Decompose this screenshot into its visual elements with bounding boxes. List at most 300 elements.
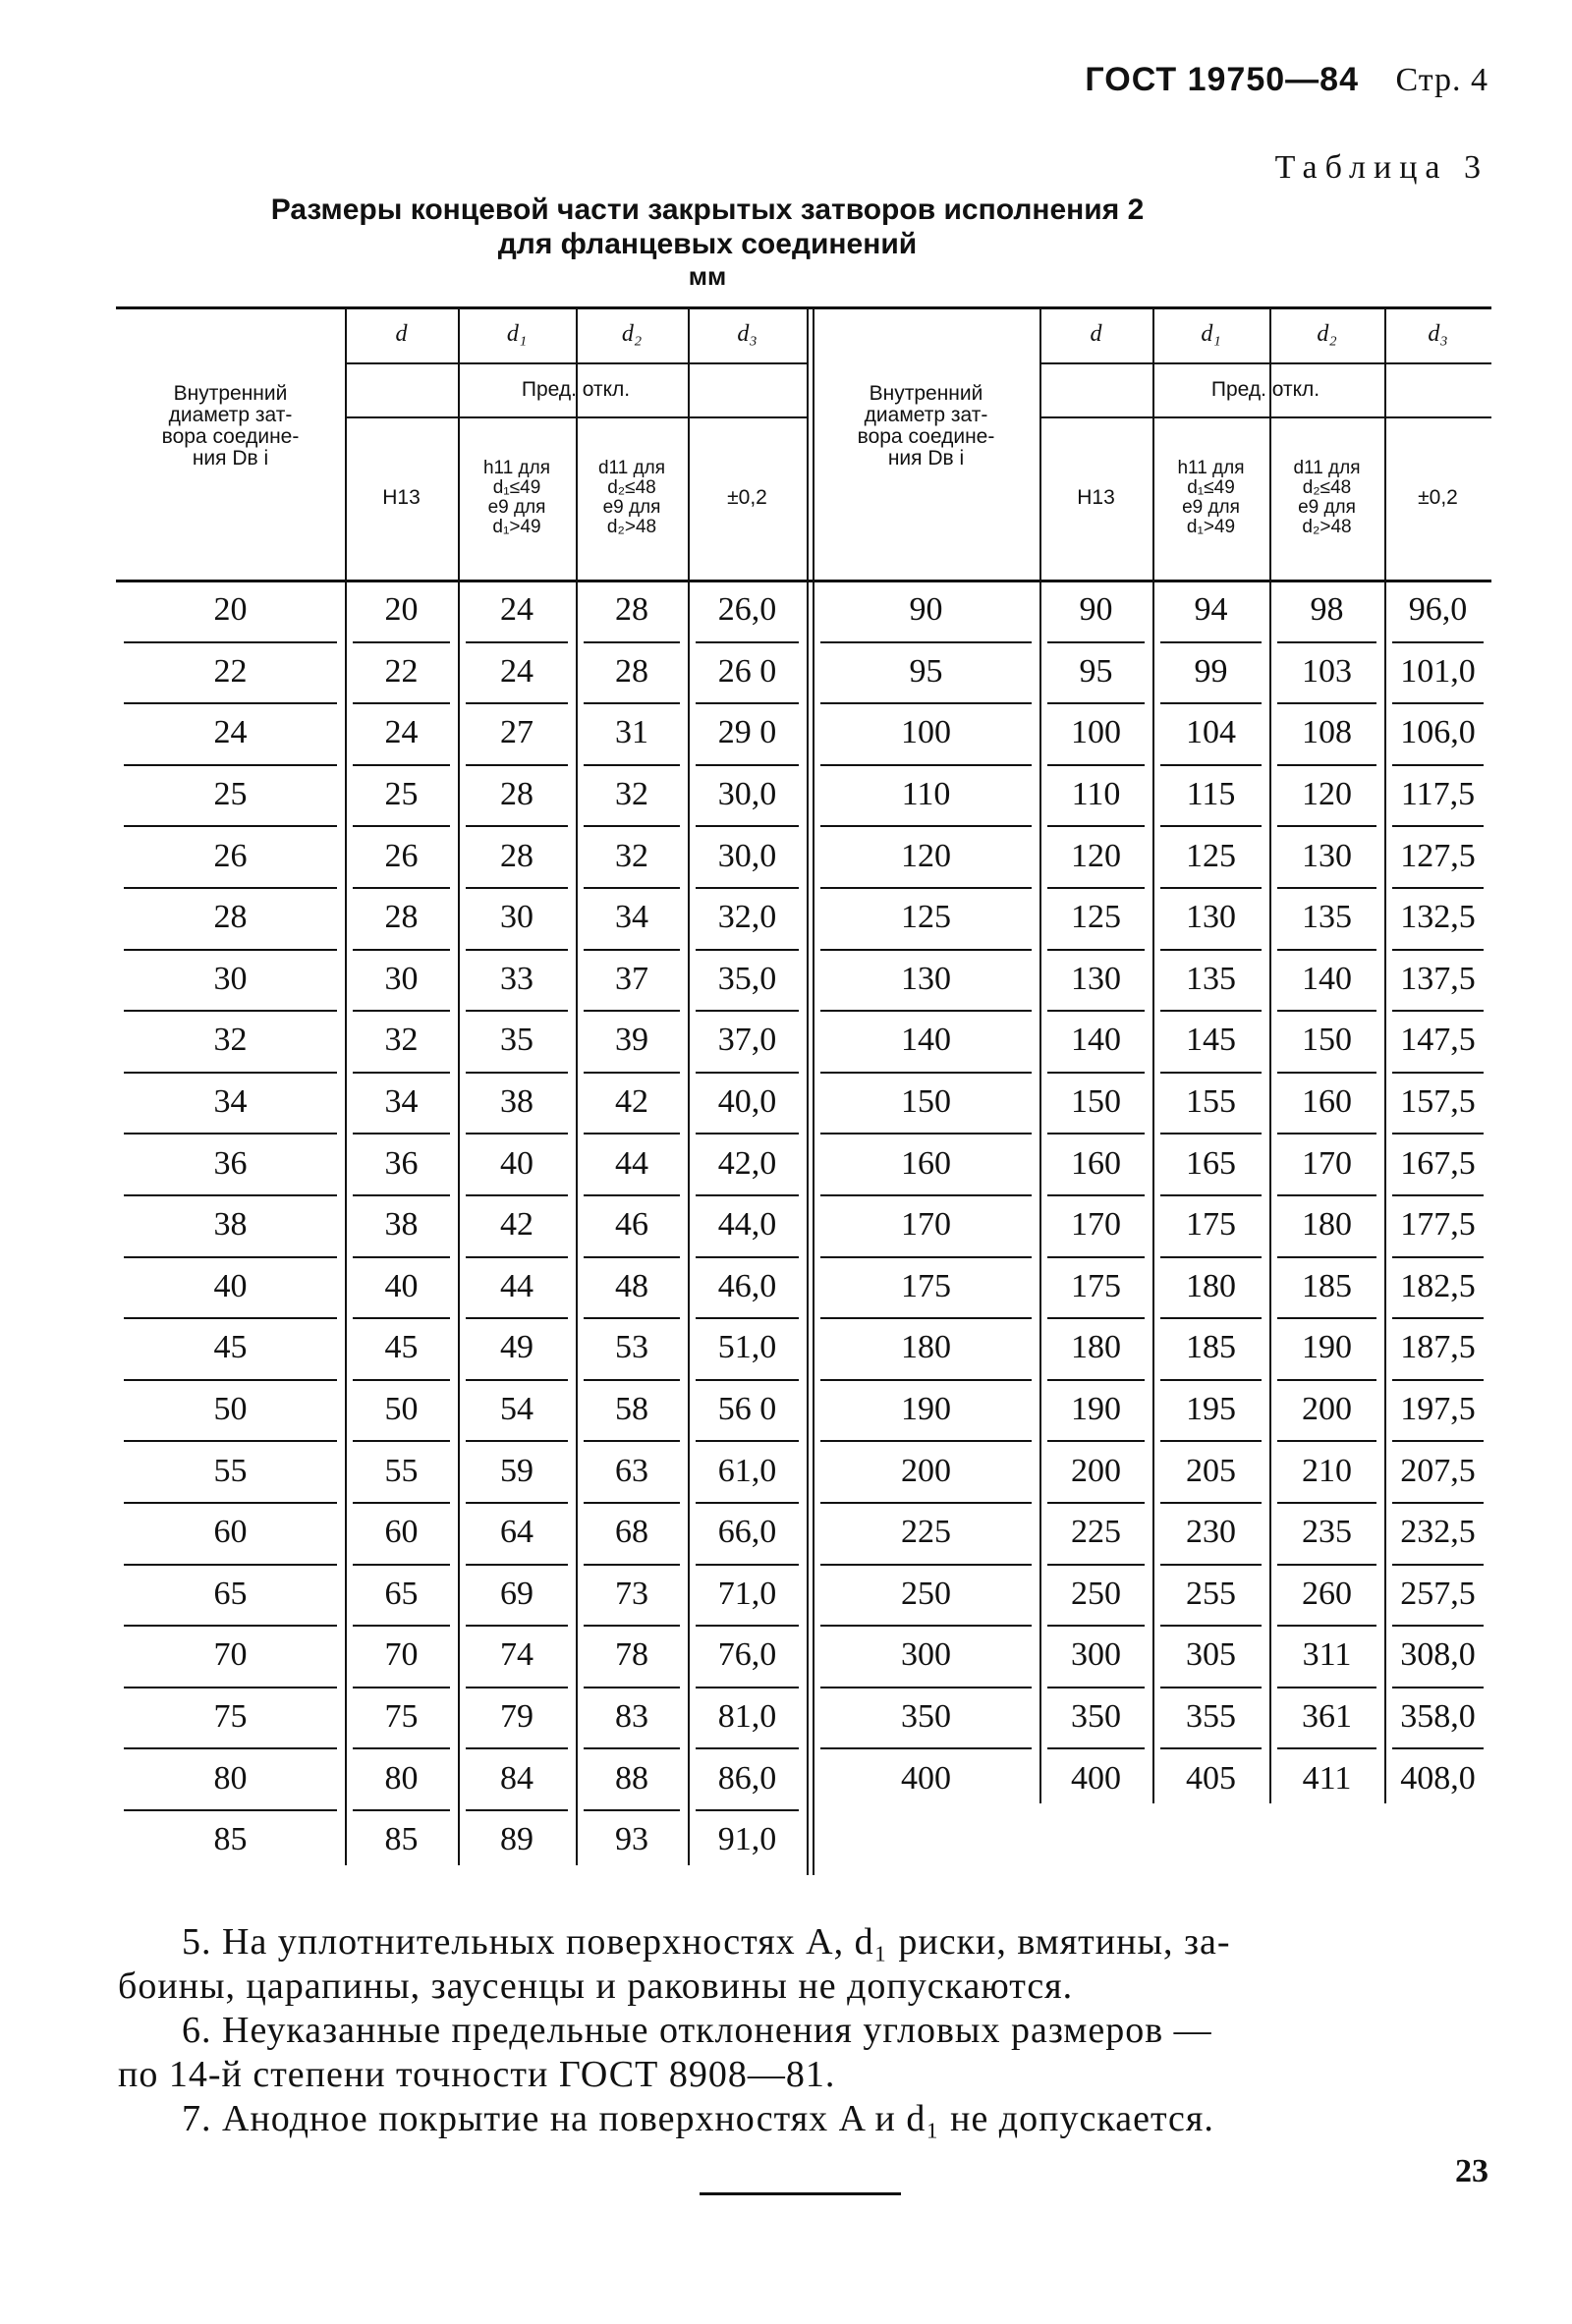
title-units: мм xyxy=(688,261,727,291)
right-cell: 200 xyxy=(1071,1452,1121,1489)
tol-d2-header xyxy=(1269,416,1384,580)
right-cell: 185 xyxy=(1302,1267,1352,1304)
row-rule xyxy=(584,1194,680,1196)
dimensions-table xyxy=(116,306,1491,1917)
row-rule xyxy=(124,1440,337,1442)
row-rule xyxy=(353,949,450,951)
row-rule xyxy=(696,1256,799,1258)
right-cell: 101,0 xyxy=(1400,652,1476,690)
header-text-line: d11 для xyxy=(597,458,666,478)
row-rule xyxy=(584,887,680,889)
right-cell: 140 xyxy=(1302,960,1352,997)
right-cell: 106,0 xyxy=(1400,714,1476,751)
row-rule xyxy=(353,641,450,643)
header-text-line: d₂≤48 xyxy=(1302,477,1352,498)
right-cell: 207,5 xyxy=(1400,1452,1476,1489)
right-cell: 160 xyxy=(1302,1083,1352,1121)
right-cell: 120 xyxy=(1071,837,1121,874)
row-rule xyxy=(1047,1502,1145,1504)
row-rule xyxy=(584,1317,680,1319)
left-cell: 55 xyxy=(384,1452,419,1489)
page-header xyxy=(1085,61,1488,99)
gost-number: ГОСТ 19750—84 xyxy=(1085,61,1359,98)
row-rule xyxy=(1047,949,1145,951)
right-cell: 305 xyxy=(1186,1636,1236,1674)
right-cell: 225 xyxy=(901,1514,951,1551)
right-cell: 260 xyxy=(1302,1575,1352,1612)
row-rule xyxy=(1160,1256,1262,1258)
row-rule xyxy=(820,1072,1032,1074)
right-cell: 175 xyxy=(901,1267,951,1304)
left-cell: 74 xyxy=(500,1636,533,1674)
row-rule xyxy=(1277,1502,1376,1504)
row-rule xyxy=(1160,1440,1262,1442)
left-cell: 42,0 xyxy=(717,1144,777,1182)
left-cell: 75 xyxy=(213,1698,248,1736)
row-rule xyxy=(1047,1379,1145,1381)
row-rule xyxy=(1160,887,1262,889)
tol-d1-header xyxy=(1152,416,1269,580)
right-cell: 167,5 xyxy=(1400,1144,1476,1182)
right-cell: 400 xyxy=(1071,1759,1121,1797)
row-rule xyxy=(1047,1010,1145,1012)
row-rule xyxy=(584,1256,680,1258)
right-cell: 130 xyxy=(1186,899,1236,936)
left-cell: 50 xyxy=(384,1391,419,1428)
left-cell: 40,0 xyxy=(717,1083,777,1121)
right-cell: 100 xyxy=(1071,714,1121,751)
row-rule xyxy=(353,1072,450,1074)
left-cell: 54 xyxy=(500,1391,533,1428)
row-rule xyxy=(1392,1194,1484,1196)
row-rule xyxy=(124,1747,337,1749)
col-d1-header: d₁ xyxy=(506,321,528,347)
left-cell: 40 xyxy=(213,1267,248,1304)
right-cell: 210 xyxy=(1302,1452,1352,1489)
left-cell: 32 xyxy=(384,1022,419,1059)
left-cell: 93 xyxy=(615,1821,648,1858)
row-rule xyxy=(466,825,568,827)
right-cell: 110 xyxy=(901,776,951,813)
left-cell: 24 xyxy=(384,714,419,751)
right-cell: 147,5 xyxy=(1400,1022,1476,1059)
right-cell: 308,0 xyxy=(1400,1636,1476,1674)
row-rule xyxy=(466,1256,568,1258)
right-cell: 100 xyxy=(901,714,951,751)
left-cell: 22 xyxy=(213,652,248,690)
inner-diameter-header xyxy=(813,353,1039,500)
right-cell: 96,0 xyxy=(1408,591,1468,629)
row-rule xyxy=(466,1379,568,1381)
row-rule xyxy=(1392,702,1484,704)
left-cell: 36 xyxy=(384,1144,419,1182)
header-text-line: диаметр зат- xyxy=(864,404,988,426)
row-rule xyxy=(1160,949,1262,951)
row-rule xyxy=(1277,641,1376,643)
row-rule xyxy=(124,1194,337,1196)
row-rule xyxy=(353,1747,450,1749)
right-cell: 95 xyxy=(909,652,943,690)
right-cell: 350 xyxy=(901,1698,951,1736)
right-cell: 408,0 xyxy=(1400,1759,1476,1797)
row-rule xyxy=(820,1440,1032,1442)
right-cell: 175 xyxy=(1186,1206,1236,1244)
right-cell: 160 xyxy=(1071,1144,1121,1182)
row-rule xyxy=(820,1379,1032,1381)
right-cell: 300 xyxy=(1071,1636,1121,1674)
right-cell: 235 xyxy=(1302,1514,1352,1551)
col-d3-header: d₃ xyxy=(1428,321,1448,347)
header-text-line: Внутренний xyxy=(869,382,983,405)
row-rule xyxy=(1392,887,1484,889)
header-text-line: d₁>49 xyxy=(1186,517,1236,537)
row-rule xyxy=(466,949,568,951)
right-cell: 190 xyxy=(1302,1329,1352,1366)
row-rule xyxy=(1392,1072,1484,1074)
left-cell: 32 xyxy=(615,837,648,874)
left-cell: 31 xyxy=(615,714,648,751)
left-cell: 40 xyxy=(500,1144,533,1182)
left-cell: 73 xyxy=(615,1575,648,1612)
header-text-line: d11 для xyxy=(1293,458,1361,478)
row-rule xyxy=(1160,825,1262,827)
left-cell: 51,0 xyxy=(717,1329,777,1366)
row-rule xyxy=(124,1317,337,1319)
row-rule xyxy=(1160,764,1262,766)
row-rule xyxy=(696,1010,799,1012)
row-rule xyxy=(1047,1256,1145,1258)
right-cell: 155 xyxy=(1186,1083,1236,1121)
left-cell: 29 0 xyxy=(717,714,777,751)
left-cell: 30 xyxy=(384,960,419,997)
row-rule xyxy=(1160,1072,1262,1074)
left-cell: 28 xyxy=(384,899,419,936)
left-cell: 20 xyxy=(384,591,419,629)
row-rule xyxy=(353,1564,450,1566)
row-rule xyxy=(820,1747,1032,1749)
right-cell: 200 xyxy=(901,1452,951,1489)
right-cell: 250 xyxy=(1071,1575,1121,1612)
left-cell: 32 xyxy=(615,776,648,813)
row-rule xyxy=(696,1440,799,1442)
right-cell: 108 xyxy=(1302,714,1352,751)
left-cell: 34 xyxy=(384,1083,419,1121)
right-cell: 200 xyxy=(1302,1391,1352,1428)
left-cell: 39 xyxy=(615,1022,648,1059)
row-rule xyxy=(820,641,1032,643)
row-rule xyxy=(584,1133,680,1134)
row-rule xyxy=(1277,1010,1376,1012)
row-rule xyxy=(1160,1317,1262,1319)
note-6-line-1: 6. Неуказанные предельные отклонения угловых размеров — xyxy=(182,2010,1212,2051)
right-cell: 187,5 xyxy=(1400,1329,1476,1366)
left-cell: 60 xyxy=(213,1514,248,1551)
row-rule xyxy=(820,1133,1032,1134)
left-cell: 30 xyxy=(500,899,533,936)
row-rule xyxy=(696,1072,799,1074)
left-cell: 30,0 xyxy=(717,776,777,813)
right-cell: 90 xyxy=(1079,591,1113,629)
row-rule xyxy=(466,1133,568,1134)
right-cell: 150 xyxy=(901,1083,951,1121)
row-rule xyxy=(1160,702,1262,704)
row-rule xyxy=(353,1010,450,1012)
left-cell: 81,0 xyxy=(717,1698,777,1736)
header-text-line: e9 для xyxy=(1182,497,1240,518)
row-rule xyxy=(1392,825,1484,827)
header-text-line: e9 для xyxy=(602,497,661,518)
right-cell: 257,5 xyxy=(1400,1575,1476,1612)
right-cell: 225 xyxy=(1071,1514,1121,1551)
notes xyxy=(118,1920,1498,2141)
left-cell: 65 xyxy=(213,1575,248,1612)
row-rule xyxy=(584,1010,680,1012)
row-rule xyxy=(1392,1379,1484,1381)
left-cell: 40 xyxy=(384,1267,419,1304)
row-rule xyxy=(584,1564,680,1566)
row-rule xyxy=(820,1010,1032,1012)
left-cell: 53 xyxy=(615,1329,648,1366)
row-rule xyxy=(696,949,799,951)
row-rule xyxy=(1277,1379,1376,1381)
left-cell: 75 xyxy=(384,1698,419,1736)
right-cell: 110 xyxy=(1071,776,1121,813)
row-rule xyxy=(696,764,799,766)
col-d1-header: d₁ xyxy=(1201,321,1221,347)
row-rule xyxy=(1160,1379,1262,1381)
right-cell: 135 xyxy=(1186,960,1236,997)
right-cell: 177,5 xyxy=(1400,1206,1476,1244)
row-rule xyxy=(466,887,568,889)
row-rule xyxy=(124,1133,337,1134)
row-rule xyxy=(1277,949,1376,951)
right-cell: 125 xyxy=(1186,837,1236,874)
row-rule xyxy=(696,1133,799,1134)
left-cell: 24 xyxy=(213,714,248,751)
row-rule xyxy=(696,702,799,704)
right-cell: 182,5 xyxy=(1400,1267,1476,1304)
right-cell: 130 xyxy=(901,960,951,997)
left-cell: 45 xyxy=(213,1329,248,1366)
right-cell: 180 xyxy=(901,1329,951,1366)
row-rule xyxy=(466,1687,568,1688)
left-cell: 42 xyxy=(615,1083,648,1121)
row-rule xyxy=(353,764,450,766)
page-number: 23 xyxy=(1455,2153,1488,2189)
row-rule xyxy=(1392,1440,1484,1442)
row-rule xyxy=(353,1687,450,1688)
left-cell: 35,0 xyxy=(717,960,777,997)
left-cell: 36 xyxy=(213,1144,248,1182)
row-rule xyxy=(1392,1256,1484,1258)
col-d2-header: d₂ xyxy=(621,321,643,347)
row-rule xyxy=(466,702,568,704)
left-cell: 70 xyxy=(213,1636,248,1674)
row-rule xyxy=(353,825,450,827)
right-cell: 160 xyxy=(901,1144,951,1182)
row-rule xyxy=(1392,949,1484,951)
row-rule xyxy=(1392,1687,1484,1688)
row-rule xyxy=(1047,1133,1145,1134)
row-rule xyxy=(696,1809,799,1811)
footer-divider xyxy=(700,2192,901,2195)
row-rule xyxy=(1160,1133,1262,1134)
row-rule xyxy=(353,1133,450,1134)
row-rule xyxy=(466,1747,568,1749)
row-rule xyxy=(584,641,680,643)
row-rule xyxy=(584,702,680,704)
right-cell: 170 xyxy=(1071,1206,1121,1244)
left-cell: 30,0 xyxy=(717,837,777,874)
left-cell: 50 xyxy=(213,1391,248,1428)
note-5-line-1: 5. На уплотнительных поверхностях A, d₁ риски, вмятины, за- xyxy=(182,1921,1231,1963)
tol-d3-header: ±0,2 xyxy=(727,486,767,509)
right-cell: 232,5 xyxy=(1400,1514,1476,1551)
left-cell: 83 xyxy=(615,1698,648,1736)
right-cell: 411 xyxy=(1302,1759,1352,1797)
tol-d3-header: ±0,2 xyxy=(1418,486,1458,509)
right-cell: 180 xyxy=(1071,1329,1121,1366)
left-cell: 85 xyxy=(213,1821,248,1858)
left-cell: 33 xyxy=(500,960,533,997)
row-rule xyxy=(820,1564,1032,1566)
right-cell: 157,5 xyxy=(1400,1083,1476,1121)
row-rule xyxy=(696,1379,799,1381)
header-text-line: d₂≤48 xyxy=(607,477,656,498)
right-cell: 170 xyxy=(901,1206,951,1244)
left-cell: 70 xyxy=(384,1636,419,1674)
left-cell: 61,0 xyxy=(717,1452,777,1489)
header-text-line: диаметр зат- xyxy=(168,404,293,426)
left-cell: 80 xyxy=(384,1759,419,1797)
right-cell: 405 xyxy=(1186,1759,1236,1797)
left-cell: 76,0 xyxy=(717,1636,777,1674)
row-rule xyxy=(1160,1010,1262,1012)
left-cell: 34 xyxy=(213,1083,248,1121)
left-cell: 49 xyxy=(500,1329,533,1366)
right-cell: 350 xyxy=(1071,1698,1121,1736)
row-rule xyxy=(124,825,337,827)
left-cell: 24 xyxy=(500,652,533,690)
row-rule xyxy=(466,1625,568,1627)
right-cell: 94 xyxy=(1194,591,1228,629)
table-label: Таблица 3 xyxy=(1274,149,1488,186)
right-cell: 197,5 xyxy=(1400,1391,1476,1428)
right-cell: 120 xyxy=(1302,776,1352,813)
left-cell: 26 0 xyxy=(717,652,777,690)
row-rule xyxy=(1392,1747,1484,1749)
tol-d-header: H13 xyxy=(1077,486,1115,509)
row-rule xyxy=(353,1809,450,1811)
left-cell: 68 xyxy=(615,1514,648,1551)
row-rule xyxy=(1277,1194,1376,1196)
row-rule xyxy=(1160,1747,1262,1749)
left-cell: 44,0 xyxy=(717,1206,777,1244)
row-rule xyxy=(1160,1625,1262,1627)
inner-diameter-header xyxy=(116,353,345,500)
right-cell: 311 xyxy=(1302,1636,1352,1674)
tol-d2-header xyxy=(576,416,688,580)
row-rule xyxy=(696,1564,799,1566)
row-rule xyxy=(820,949,1032,951)
row-rule xyxy=(1392,1502,1484,1504)
row-rule xyxy=(1160,641,1262,643)
row-rule xyxy=(820,1256,1032,1258)
row-rule xyxy=(1392,764,1484,766)
row-rule xyxy=(1160,1687,1262,1688)
header-text-line: d₂>48 xyxy=(606,517,657,537)
left-cell: 37 xyxy=(615,960,648,997)
row-rule xyxy=(1047,887,1145,889)
row-rule xyxy=(1277,1133,1376,1134)
row-rule xyxy=(353,1194,450,1196)
row-rule xyxy=(124,1072,337,1074)
row-rule xyxy=(1277,1564,1376,1566)
row-rule xyxy=(353,887,450,889)
left-cell: 20 xyxy=(213,591,248,629)
tolerance-group-header: Пред. откл. xyxy=(1210,377,1320,401)
header-text-line: h11 для xyxy=(482,458,551,478)
row-rule xyxy=(466,1317,568,1319)
right-cell: 400 xyxy=(901,1759,951,1797)
left-cell: 32 xyxy=(213,1022,248,1059)
note-5-line-2: боины, царапины, заусенцы и раковины не допускаются. xyxy=(118,1965,1074,2007)
left-cell: 26 xyxy=(213,837,248,874)
row-rule xyxy=(820,1502,1032,1504)
right-cell: 117,5 xyxy=(1400,776,1476,813)
left-cell: 85 xyxy=(384,1821,419,1858)
note-6-line-2: по 14-й степени точности ГОСТ 8908—81. xyxy=(118,2054,836,2095)
row-rule xyxy=(820,702,1032,704)
left-cell: 25 xyxy=(213,776,248,813)
row-rule xyxy=(696,1317,799,1319)
right-cell: 185 xyxy=(1186,1329,1236,1366)
row-rule xyxy=(696,887,799,889)
left-cell: 63 xyxy=(615,1452,648,1489)
row-rule xyxy=(696,1194,799,1196)
row-rule xyxy=(353,1625,450,1627)
left-cell: 45 xyxy=(384,1329,419,1366)
left-cell: 35 xyxy=(500,1022,533,1059)
left-cell: 28 xyxy=(500,837,533,874)
row-rule xyxy=(1392,1133,1484,1134)
right-cell: 255 xyxy=(1186,1575,1236,1612)
row-rule xyxy=(1392,1564,1484,1566)
row-rule xyxy=(124,1379,337,1381)
left-cell: 79 xyxy=(500,1698,533,1736)
right-cell: 150 xyxy=(1302,1022,1352,1059)
left-cell: 26,0 xyxy=(717,591,777,629)
left-cell: 88 xyxy=(615,1759,648,1797)
row-rule xyxy=(696,1502,799,1504)
left-cell: 38 xyxy=(213,1206,248,1244)
row-rule xyxy=(1277,1747,1376,1749)
right-cell: 130 xyxy=(1302,837,1352,874)
right-cell: 98 xyxy=(1310,591,1344,629)
row-rule xyxy=(584,1502,680,1504)
row-rule xyxy=(1392,1010,1484,1012)
right-cell: 180 xyxy=(1302,1206,1352,1244)
row-rule xyxy=(353,702,450,704)
row-rule xyxy=(1047,1625,1145,1627)
header-text-line: ния Dв i xyxy=(192,447,269,470)
row-rule xyxy=(124,887,337,889)
row-rule xyxy=(584,764,680,766)
row-rule xyxy=(466,1502,568,1504)
right-cell: 132,5 xyxy=(1400,899,1476,936)
left-cell: 66,0 xyxy=(717,1514,777,1551)
row-rule xyxy=(820,1194,1032,1196)
